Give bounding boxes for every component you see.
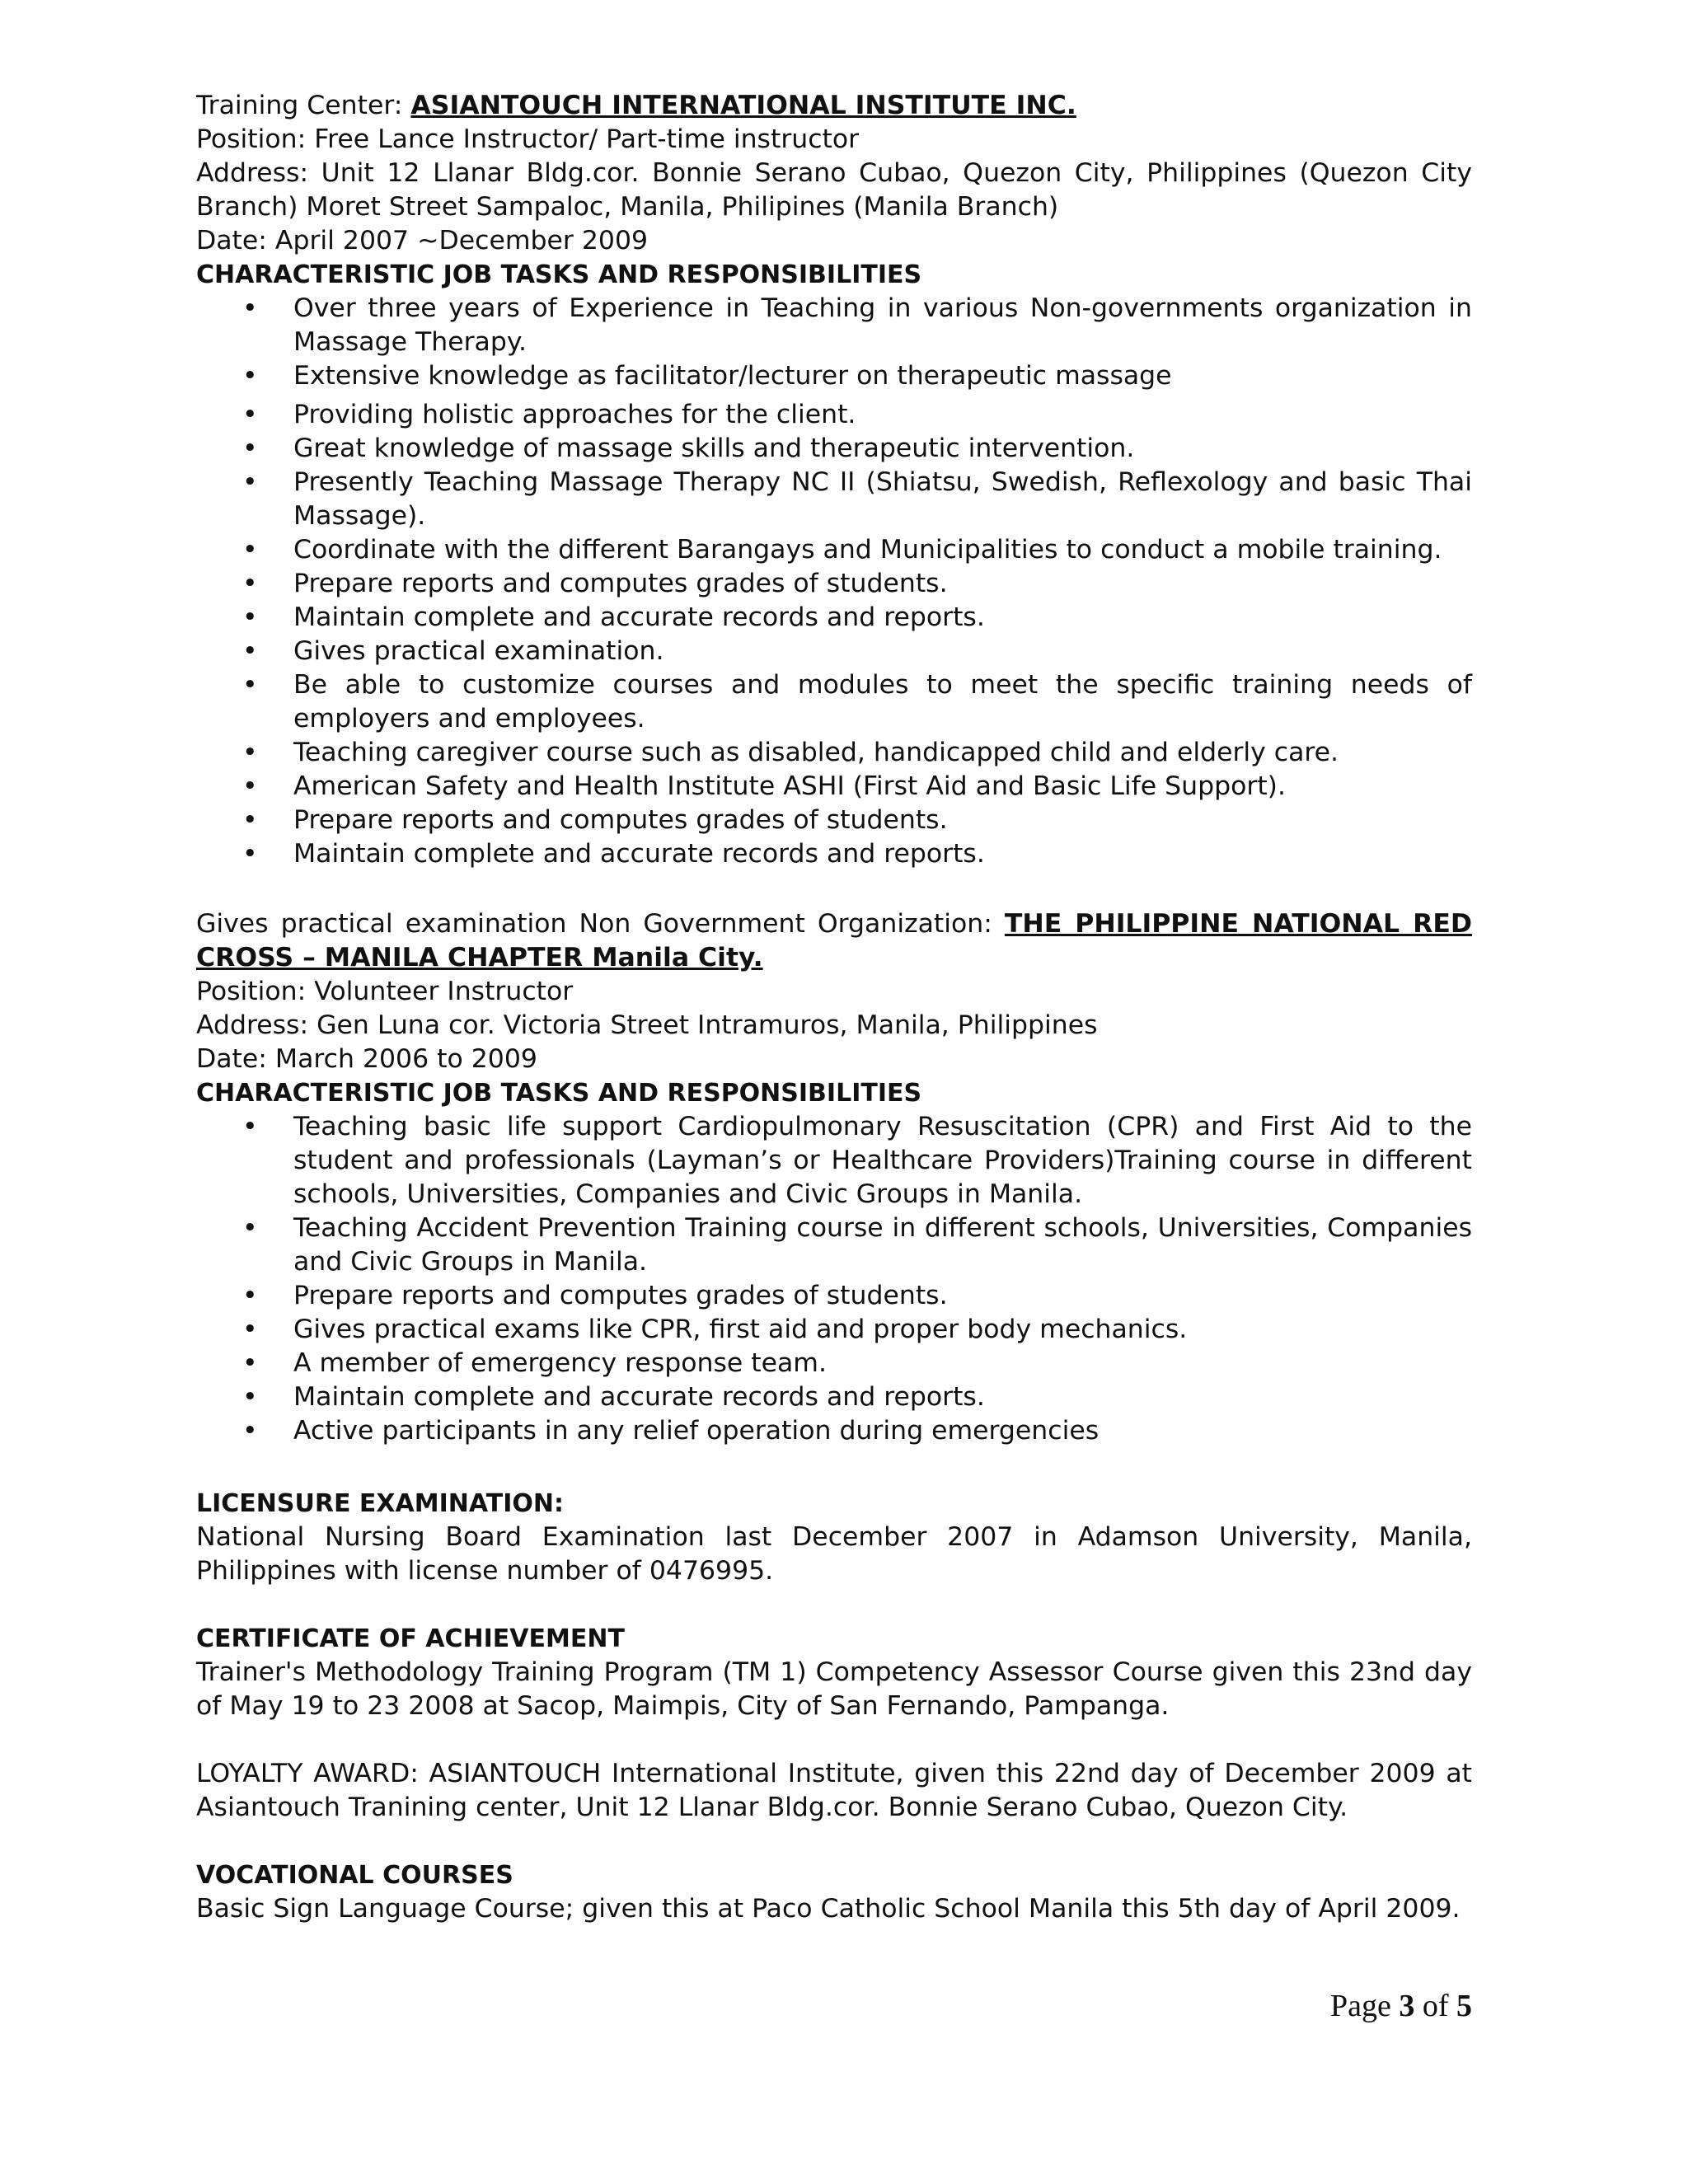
task-item: • Be able to customize courses and modules to meet the specific training needs of employers and employees. <box>196 668 1472 736</box>
task-item: • Maintain complete and accurate records and reports. <box>196 837 1472 871</box>
task-item: • Prepare reports and computes grades of students. <box>196 567 1472 601</box>
task-item: • Teaching caregiver course such as disabled, handicapped child and elderly care. <box>196 736 1472 770</box>
training-center-line <box>196 89 1472 123</box>
task-item: • Providing holistic approaches for the client. <box>196 398 1472 432</box>
certificate-text: Trainer's Methodology Training Program (TM 1) Competency Assessor Course given this 23nd day of May 19 to 23 2008 at Sacop, Maimpis, City of San Fernando, Pampanga. <box>196 1657 1472 1721</box>
vocational-text: Basic Sign Language Course; given this at Paco Catholic School Manila this 5th day of April 2009. <box>196 1894 1461 1924</box>
page-total: 5 <box>1456 1989 1472 2023</box>
organization-line <box>196 907 1472 975</box>
address-line: Address: Gen Luna cor. Victoria Street Intramuros, Manila, Philippines <box>196 1010 1098 1040</box>
task-item: • Gives practical examination. <box>196 635 1472 668</box>
training-center-name: ASIANTOUCH INTERNATIONAL INSTITUTE INC. <box>410 91 1076 120</box>
task-item: • Teaching Accident Prevention Training course in different schools, Universities, Companies and Civic Groups in Manila. <box>196 1212 1472 1279</box>
date-line: Date: April 2007 ~December 2009 <box>196 226 649 255</box>
tasks-heading: CHARACTERISTIC JOB TASKS AND RESPONSIBILITIES <box>196 1079 922 1108</box>
tasks-heading: CHARACTERISTIC JOB TASKS AND RESPONSIBILITIES <box>196 260 922 289</box>
task-item: • Great knowledge of massage skills and therapeutic intervention. <box>196 432 1472 466</box>
certificate-heading: CERTIFICATE OF ACHIEVEMENT <box>196 1624 625 1653</box>
spacer <box>196 871 1472 907</box>
task-list <box>196 1110 1472 1448</box>
task-item: • A member of emergency response team. <box>196 1347 1472 1380</box>
task-item: • Maintain complete and accurate records and reports. <box>196 1380 1472 1414</box>
task-list <box>196 292 1472 871</box>
position-line: Position: Free Lance Instructor/ Part-time instructor <box>196 124 860 154</box>
page-word: Page <box>1329 1989 1400 2023</box>
training-center-label: Training Center: <box>196 91 411 120</box>
task-item: • Gives practical exams like CPR, first aid and proper body mechanics. <box>196 1313 1472 1347</box>
licensure-heading: LICENSURE EXAMINATION: <box>196 1489 564 1518</box>
address-line: Address: Unit 12 Llanar Bldg.cor. Bonnie Serano Cubao, Quezon City, Philippines (Quezon City Branch) Moret Street Sampaloc, Manila, Philipines (Manila Branch) <box>196 158 1472 222</box>
task-item: • Maintain complete and accurate records and reports. <box>196 601 1472 635</box>
spacer <box>196 1448 1472 1487</box>
task-item: • Extensive knowledge as facilitator/lecturer on therapeutic massage <box>196 359 1472 393</box>
spacer <box>196 1588 1472 1622</box>
of-word: of <box>1414 1989 1456 2023</box>
loyalty-award-text: LOYALTY AWARD: ASIANTOUCH International Institute, given this 22nd day of December 2009 at Asiantouch Tranining center, Unit 12 Llanar Bldg.cor. Bonnie Serano Cubao, Quezon City. <box>196 1759 1472 1822</box>
vocational-heading: VOCATIONAL COURSES <box>196 1861 513 1890</box>
date-line: Date: March 2006 to 2009 <box>196 1044 537 1074</box>
page-current: 3 <box>1399 1989 1415 2023</box>
document-page <box>196 89 1472 1926</box>
organization-label: Gives practical examination Non Government Organization: <box>196 909 1005 939</box>
page-number <box>1195 1988 1472 2024</box>
organization-name: THE PHILIPPINE NATIONAL RED CROSS – MANILA CHAPTER Manila City. <box>196 909 1472 972</box>
spacer <box>196 1825 1472 1858</box>
task-item: • Presently Teaching Massage Therapy NC II (Shiatsu, Swedish, Reflexology and basic Thai Massage). <box>196 466 1472 533</box>
task-item: • American Safety and Health Institute ASHI (First Aid and Basic Life Support). <box>196 770 1472 804</box>
task-item: • Prepare reports and computes grades of students. <box>196 804 1472 837</box>
task-item: • Coordinate with the different Barangays and Municipalities to conduct a mobile training. <box>196 533 1472 567</box>
task-item: • Prepare reports and computes grades of students. <box>196 1279 1472 1313</box>
task-item: • Over three years of Experience in Teaching in various Non-governments organization in Massage Therapy. <box>196 292 1472 359</box>
spacer <box>196 1723 1472 1757</box>
task-item: • Teaching basic life support Cardiopulmonary Resuscitation (CPR) and First Aid to the student and professionals (Layman’s or Healthcare Providers)Training course in different schools, Universities, Companies and Civic Groups in Manila. <box>196 1110 1472 1212</box>
licensure-text: National Nursing Board Examination last December 2007 in Adamson University, Manila, Philippines with license number of 0476995. <box>196 1522 1472 1586</box>
position-line: Position: Volunteer Instructor <box>196 977 574 1006</box>
task-item: • Active participants in any relief operation during emergencies <box>196 1414 1472 1448</box>
